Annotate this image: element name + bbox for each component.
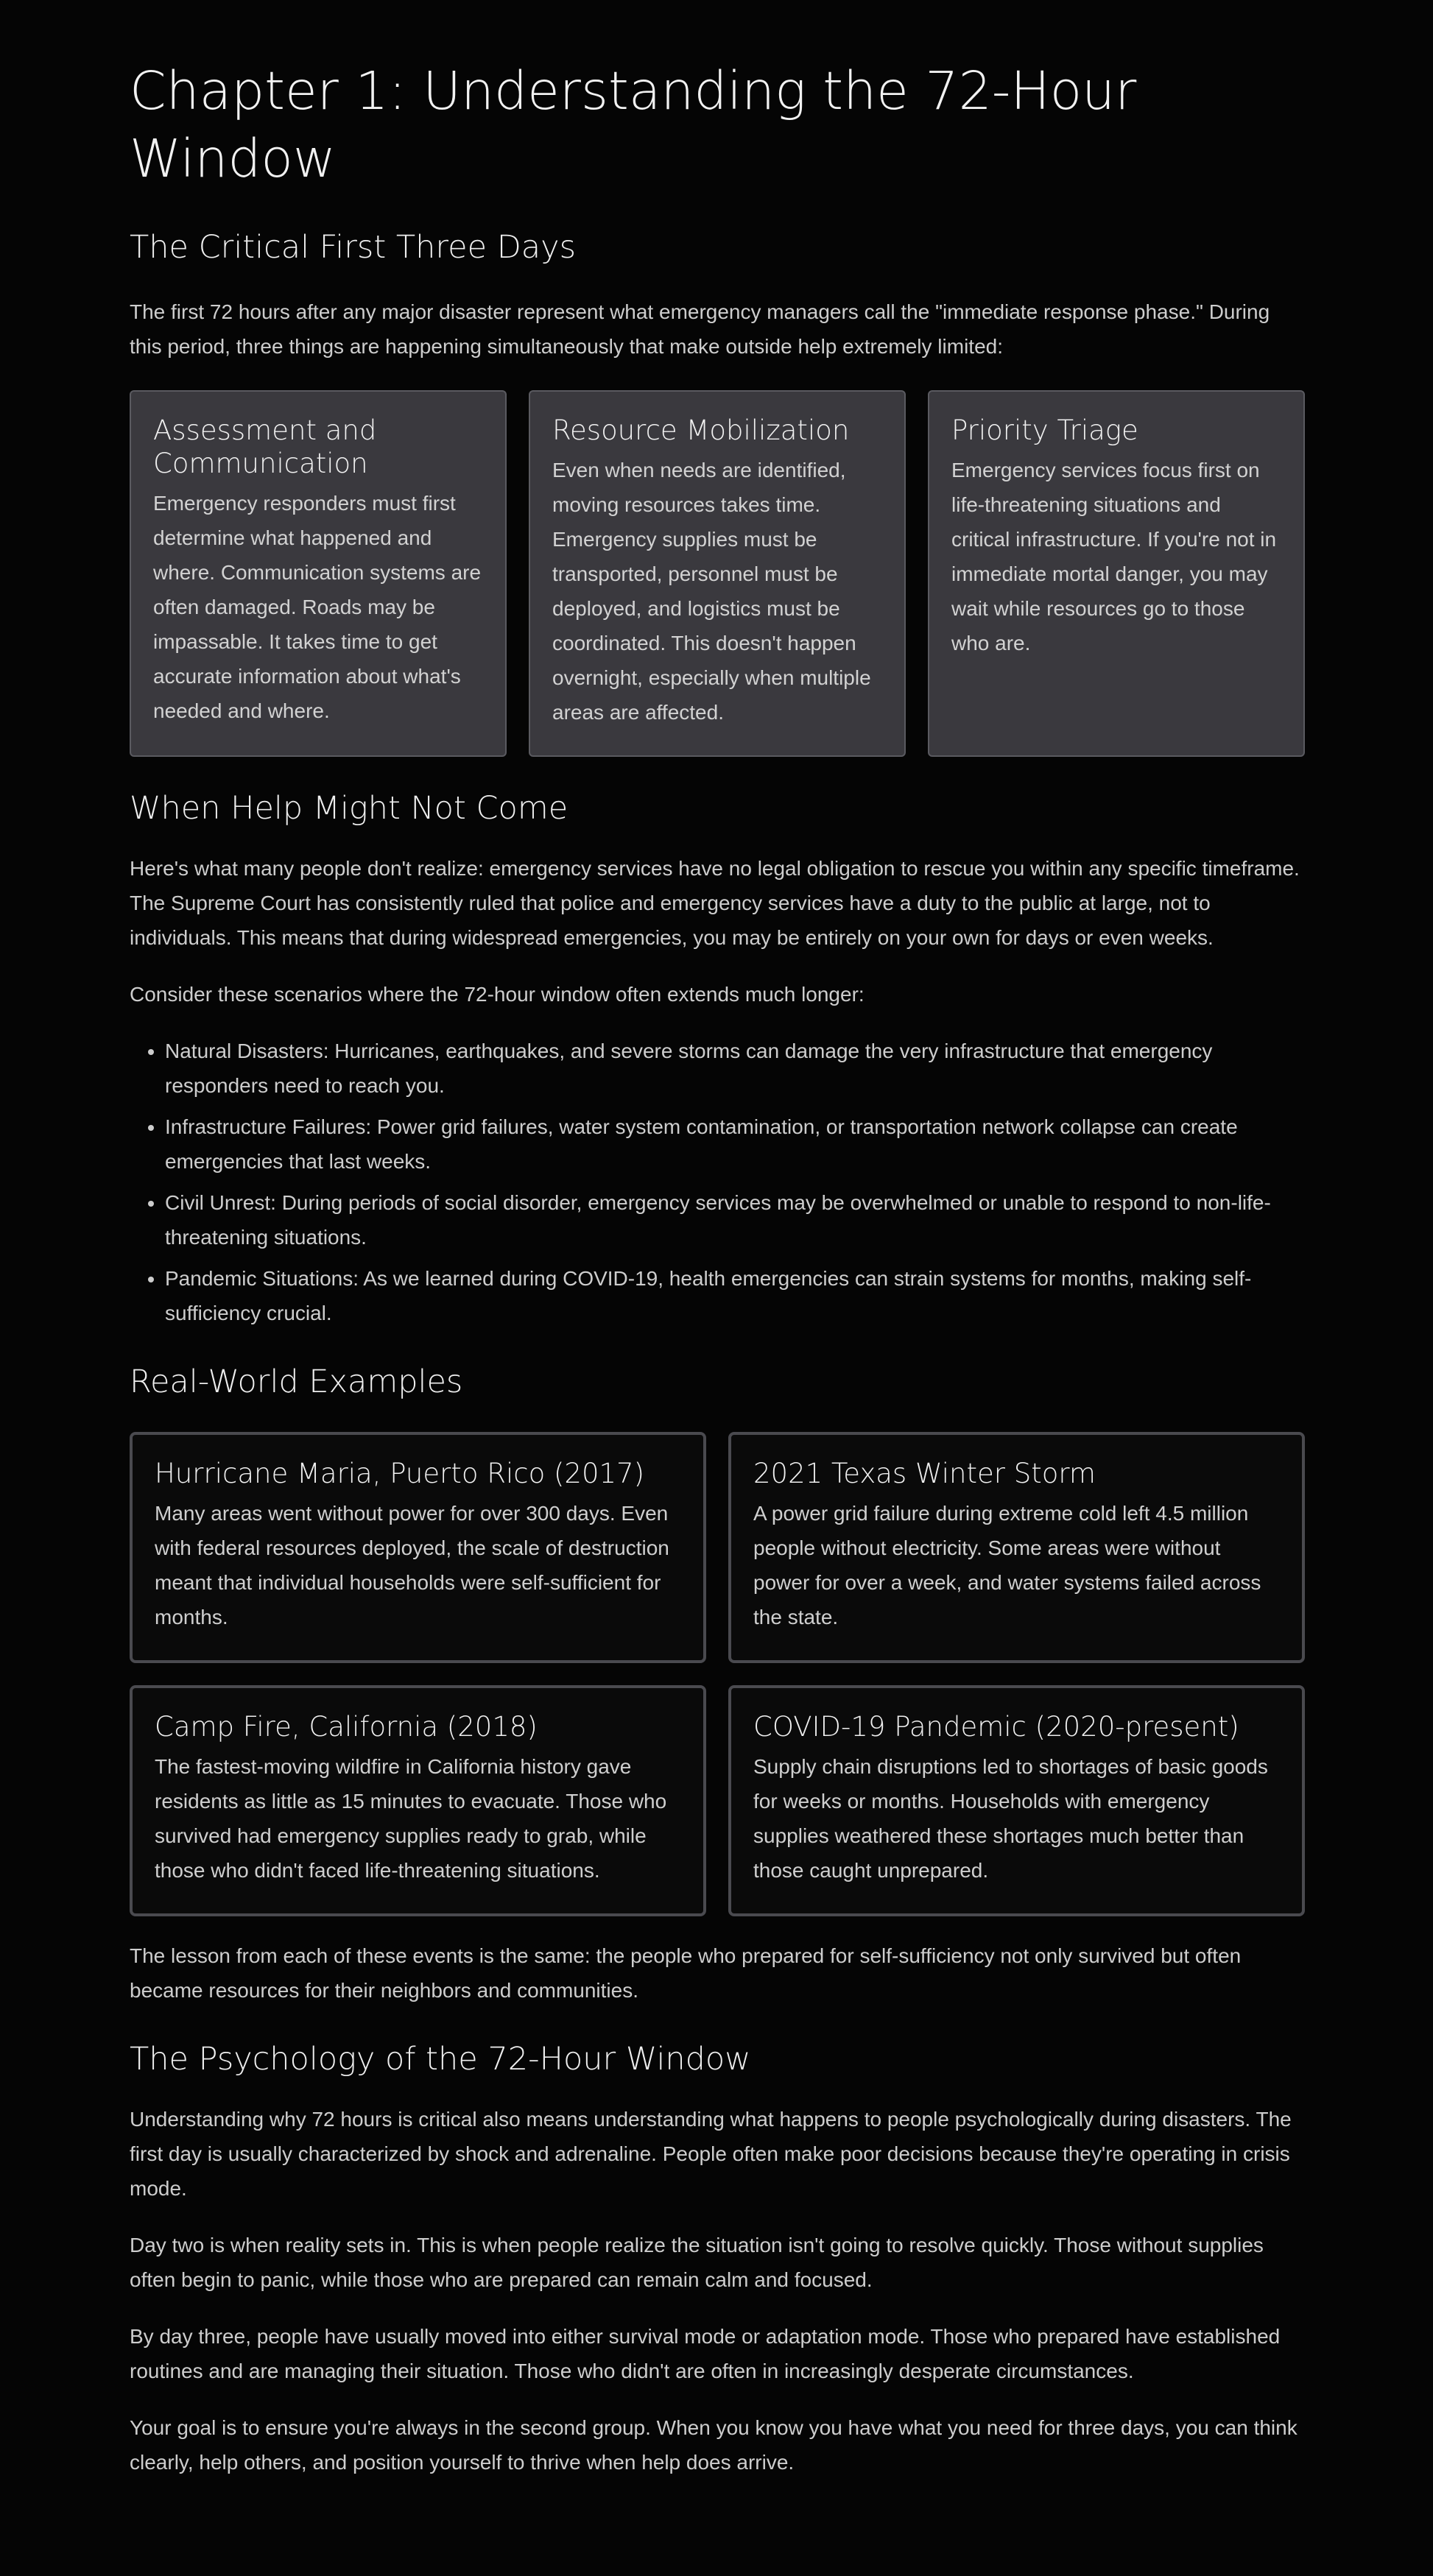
card-text: Emergency services focus first on life-threatening situations and critical infrastructure. If you're not in immediate mortal danger, you may wait while resources go to those who are. (951, 459, 1277, 654)
card-text: Many areas went without power for over 300 days. Even with federal resources deployed, the scale of destruction meant that individual households were self-sufficient for months. (155, 1502, 669, 1628)
card-resource-mobilization (529, 390, 906, 757)
help-paragraph: Here's what many people don't realize: emergency services have no legal obligation to rescue you within any specific timeframe. The Supreme Court has consistently ruled that police and emergency services have a duty to the public at large, not to individuals. This means that during widespread emergencies, you may be entirely on your own for days or even weeks. (130, 857, 1300, 949)
card-title: Resource Mobilization (552, 414, 850, 446)
card-priority-triage (928, 390, 1305, 757)
psychology-paragraph: Your goal is to ensure you're always in the second group. When you know you have what you need for three days, you can think clearly, help others, and position yourself to thrive when help does arrive. (130, 2416, 1298, 2474)
critical-intro-paragraph: The first 72 hours after any major disaster represent what emergency managers call the "immediate response phase." During this period, three things are happening simultaneously that make outside help extremely limited: (130, 300, 1270, 358)
chapter-title: Chapter 1: Understanding the 72-Hour Window (130, 60, 1137, 189)
lesson-paragraph: The lesson from each of these events is the same: the people who prepared for self-sufficiency not only survived but often became resources for their neighbors and communities. (130, 1944, 1242, 2002)
list-item: • Infrastructure Failures: Power grid failures, water system contamination, or transportation network collapse can create emergencies that last weeks. (165, 1109, 1305, 1179)
card-camp-fire (130, 1685, 706, 1916)
card-title: COVID-19 Pandemic (2020-present) (753, 1711, 1239, 1743)
list-item: • Natural Disasters: Hurricanes, earthquakes, and severe storms can damage the very infrastructure that emergency responders need to reach you. (165, 1034, 1305, 1103)
card-covid-19 (728, 1685, 1305, 1916)
card-assessment-communication (130, 390, 507, 757)
card-title: Priority Triage (951, 414, 1138, 446)
card-title: Camp Fire, California (2018) (155, 1711, 538, 1743)
example-cards (130, 1432, 1305, 1916)
scenario-list (130, 1034, 1305, 1330)
psychology-paragraph: By day three, people have usually moved into either survival mode or adaptation mode. Those who prepared have established routines and are managing their situation. Those who didn't are often in increasingly desperate circumstances. (130, 2325, 1281, 2382)
section-heading-real-world-examples: Real-World Examples (130, 1363, 463, 1400)
card-text: Even when needs are identified, moving resources takes time. Emergency supplies must be transported, personnel must be deployed, and logistics must be coordinated. This doesn't happen overnight, especially when multiple areas are affected. (552, 459, 871, 724)
list-item: • Pandemic Situations: As we learned during COVID-19, health emergencies can strain systems for months, making self-sufficiency crucial. (165, 1261, 1305, 1330)
card-text: A power grid failure during extreme cold left 4.5 million people without electricity. Some areas were without power for over a week, and water systems failed across the state. (753, 1502, 1261, 1628)
psychology-paragraph: Understanding why 72 hours is critical also means understanding what happens to people psychologically during disasters. The first day is usually characterized by shock and adrenaline. People often make poor decisions because they're operating in crisis mode. (130, 2108, 1292, 2200)
section-heading-critical-days: The Critical First Three Days (130, 229, 577, 266)
section-heading-psychology: The Psychology of the 72-Hour Window (130, 2041, 751, 2078)
section-heading-help-might-not-come: When Help Might Not Come (130, 790, 568, 827)
card-text: The fastest-moving wildfire in California history gave residents as little as 15 minutes to evacuate. Those who survived had emergency supplies ready to grab, while those who didn't faced life-threatening situations. (155, 1755, 667, 1882)
card-title: Assessment and Communication (153, 414, 377, 479)
chapter-page (130, 0, 1305, 2480)
card-title: 2021 Texas Winter Storm (753, 1458, 1096, 1489)
psychology-paragraph: Day two is when reality sets in. This is when people realize the situation isn't going to resolve quickly. Those without supplies often begin to panic, while those who are prepared can remain calm and focused. (130, 2234, 1264, 2291)
list-item: • Civil Unrest: During periods of social disorder, emergency services may be overwhelmed or unable to respond to non-life-threatening situations. (165, 1185, 1305, 1255)
scenarios-intro-paragraph: Consider these scenarios where the 72-hour window often extends much longer: (130, 983, 865, 1006)
card-texas-winter-storm (728, 1432, 1305, 1663)
response-phase-cards (130, 390, 1305, 757)
card-title: Hurricane Maria, Puerto Rico (2017) (155, 1458, 645, 1489)
card-hurricane-maria (130, 1432, 706, 1663)
card-text: Emergency responders must first determine what happened and where. Communication systems are often damaged. Roads may be impassable. It takes time to get accurate information about what's needed and where. (153, 492, 482, 722)
card-text: Supply chain disruptions led to shortages of basic goods for weeks or months. Households with emergency supplies weathered these shortages much better than those caught unprepared. (753, 1755, 1268, 1882)
